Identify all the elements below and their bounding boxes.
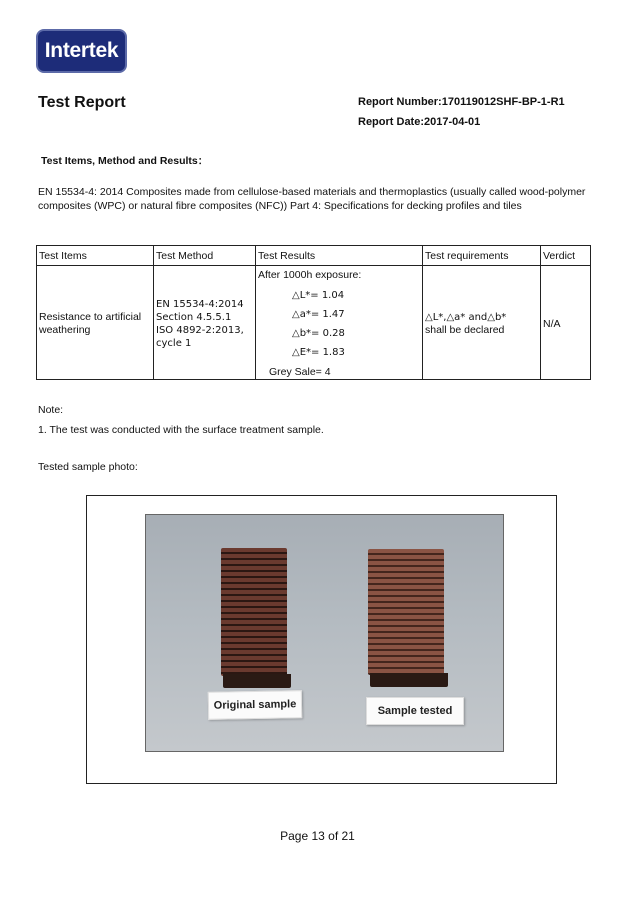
header-test-results: Test Results	[258, 250, 316, 262]
test-item-name: Resistance to artificial weathering	[39, 311, 142, 336]
result-delta-l: △L*= 1.04	[292, 290, 345, 301]
note-item: 1. The test was conducted with the surface treatment sample.	[38, 424, 324, 436]
page-title: Test Report	[38, 94, 126, 111]
original-sample-board	[221, 548, 287, 688]
requirement-line: shall be declared	[425, 324, 505, 336]
sample-photo	[145, 514, 504, 752]
method-line: ISO 4892-2:2013,	[156, 325, 244, 336]
standard-description: EN 15534-4: 2014 Composites made from cellulose-based materials and thermoplastics (usually called wood-polymer composites (WPC) or natural fibre composites (NFC)) Part 4: Specifications for decking profiles and tiles	[38, 186, 586, 212]
sample-tested-tag: Sample tested	[366, 697, 464, 725]
result-delta-a: △a*= 1.47	[292, 309, 345, 320]
note-label: Note:	[38, 404, 64, 416]
requirement-line: △L*,△a* and△b*	[425, 312, 507, 323]
header-verdict: Verdict	[543, 250, 576, 262]
tested-sample-board	[368, 549, 444, 687]
photo-label: Tested sample photo:	[38, 461, 138, 473]
method-line: Section 4.5.5.1	[156, 312, 232, 323]
header-test-items: Test Items	[39, 250, 87, 262]
intertek-logo	[36, 29, 127, 73]
verdict-value: N/A	[543, 318, 561, 330]
grey-scale-result: Grey Sale= 4	[269, 366, 331, 378]
header-test-requirements: Test requirements	[425, 250, 509, 262]
original-sample-tag: Original sample	[208, 690, 302, 720]
page-number: Page 13 of 21	[280, 829, 355, 843]
logo-text: Intertek	[44, 39, 119, 62]
header-test-method: Test Method	[156, 250, 214, 262]
section-title: Test Items, Method and Results：	[41, 155, 209, 167]
results-table	[36, 245, 591, 380]
results-heading: After 1000h exposure:	[258, 269, 362, 281]
report-number: Report Number:170119012SHF-BP-1-R1	[358, 96, 565, 108]
method-line: EN 15534-4:2014	[156, 299, 244, 310]
report-date: Report Date:2017-04-01	[358, 116, 481, 128]
method-line: cycle 1	[156, 338, 192, 349]
result-delta-e: △E*= 1.83	[292, 347, 345, 358]
photo-frame	[86, 495, 557, 784]
result-delta-b: △b*= 0.28	[292, 328, 345, 339]
